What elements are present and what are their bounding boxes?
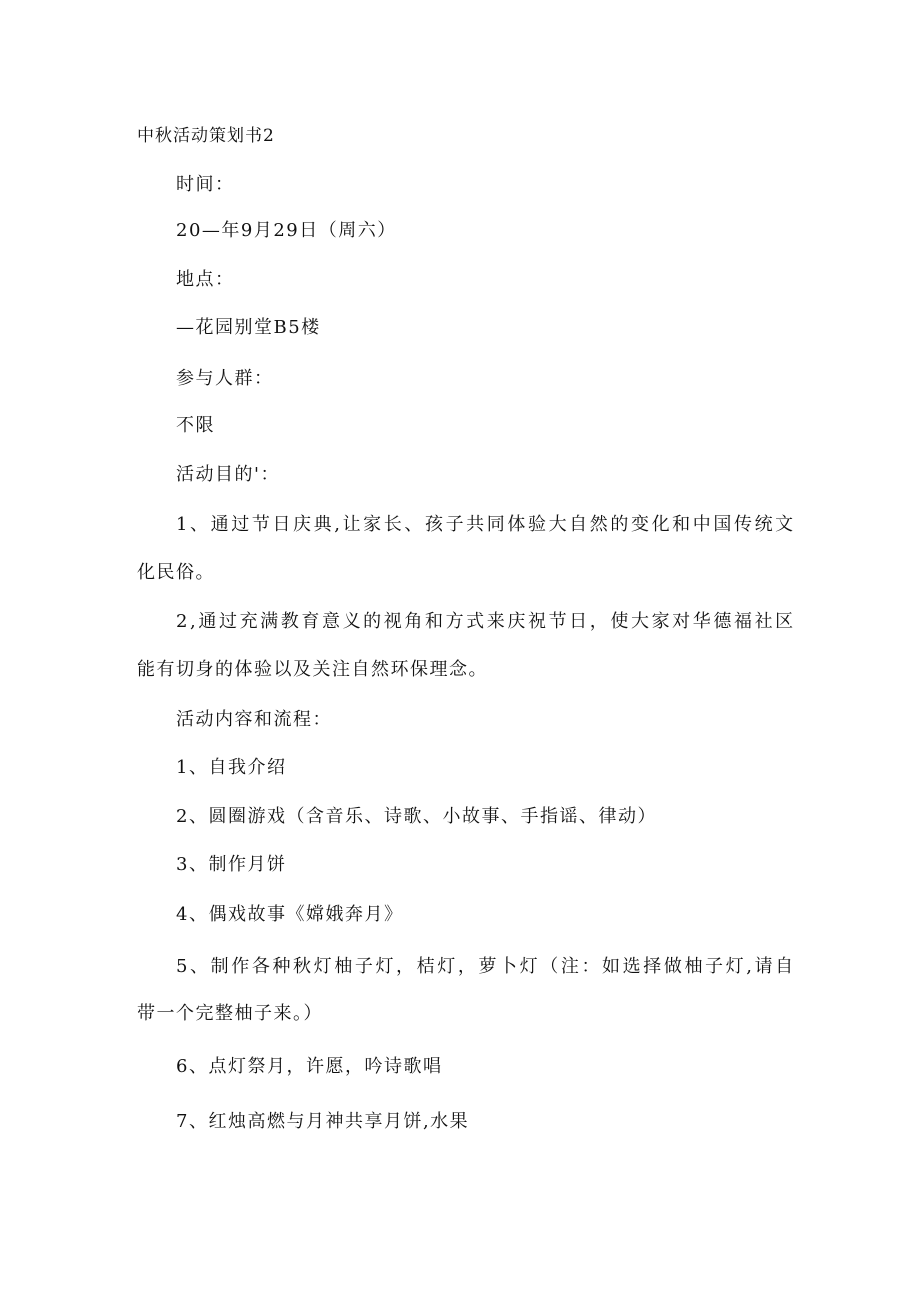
purpose-label: 活动目的'：: [176, 464, 280, 485]
purpose-item-2-line-1: 2,通过充满教育意义的视角和方式来庆祝节日，使大家对华德福社区: [176, 611, 796, 632]
place-value: —花园别堂B5楼: [176, 317, 321, 338]
time-label: 时间：: [176, 174, 235, 195]
flow-label: 活动内容和流程：: [176, 709, 332, 730]
purpose-item-1-line-1: 1、通过节日庆典,让家长、孩子共同体验大自然的变化和中国传统文: [176, 514, 796, 535]
flow-item-5-line-2: 带一个完整柚子来。）: [137, 1003, 323, 1024]
flow-item-1: 1、自我介绍: [176, 757, 287, 778]
document-title: 中秋活动策划书2: [137, 126, 275, 146]
purpose-item-2-line-2: 能有切身的体验以及关注自然环保理念。: [137, 659, 488, 680]
time-value: 20—年9月29日（周六）: [176, 220, 397, 241]
flow-item-6: 6、点灯祭月，许愿，吟诗歌唱: [176, 1056, 443, 1077]
flow-item-3: 3、制作月饼: [176, 854, 287, 875]
flow-item-4: 4、偶戏故事《嫦娥奔月》: [176, 904, 404, 925]
audience-value: 不限: [176, 415, 215, 436]
audience-label: 参与人群：: [176, 368, 274, 389]
flow-item-7: 7、红烛高燃与月神共享月饼,水果: [176, 1111, 470, 1132]
flow-item-5-line-1: 5、制作各种秋灯柚子灯，桔灯，萝卜灯（注：如选择做柚子灯,请自: [176, 956, 796, 977]
purpose-item-1-line-2: 化民俗。: [137, 562, 215, 583]
place-label: 地点：: [176, 269, 235, 290]
flow-item-2: 2、圆圈游戏（含音乐、诗歌、小故事、手指谣、律动）: [176, 806, 657, 827]
